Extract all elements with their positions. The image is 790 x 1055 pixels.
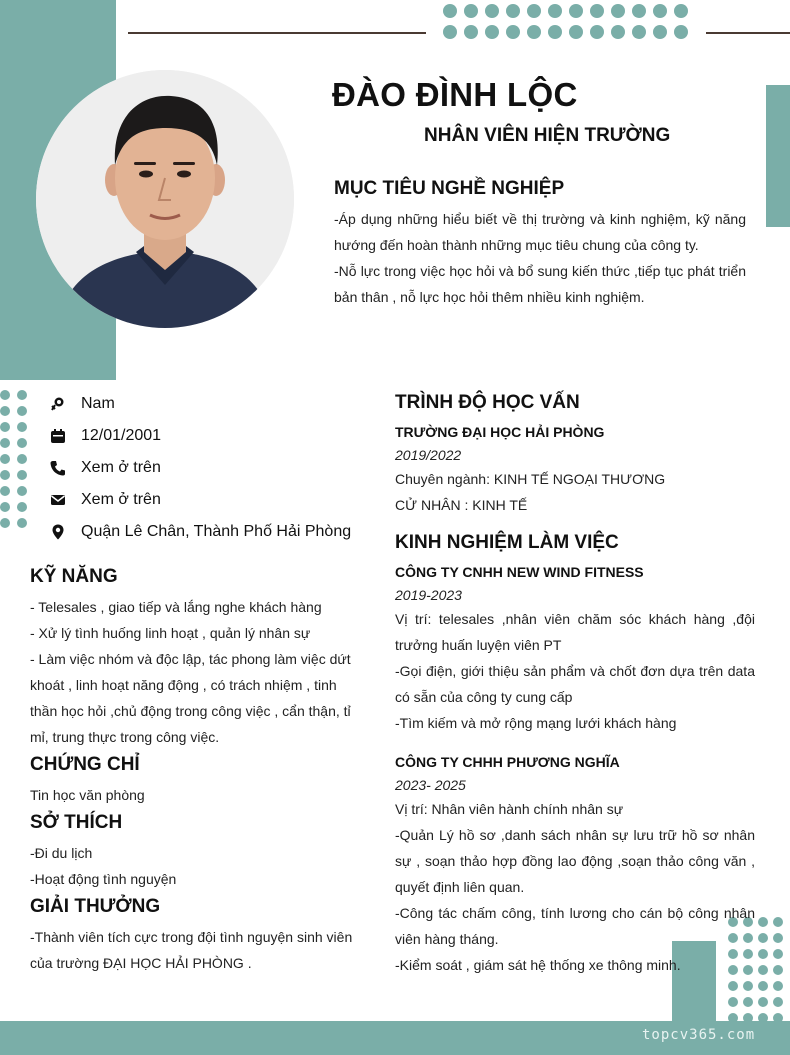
avatar-portrait [36, 70, 294, 328]
job-detail: -Công tác chấm công, tính lương cho cán bộ công nhân viên hàng tháng. [395, 905, 755, 947]
decor-dot [0, 422, 10, 432]
decor-dot [773, 917, 783, 927]
decor-dot [569, 25, 583, 39]
decor-dot [773, 933, 783, 943]
contact-address [48, 516, 378, 548]
company-name: CÔNG TY CNHH NEW WIND FITNESS [395, 564, 644, 580]
education-heading: TRÌNH ĐỘ HỌC VẤN [395, 392, 580, 413]
phone-icon [48, 458, 68, 478]
decor-dot [758, 981, 768, 991]
decor-dot [0, 438, 10, 448]
contact-text: 12/01/2001 [81, 427, 162, 444]
education-detail: CỬ NHÂN : KINH TẾ [395, 497, 528, 513]
hobbies-heading: SỞ THÍCH [30, 812, 123, 833]
contact-birthday [48, 420, 378, 452]
right-column [395, 392, 755, 978]
header-line-left [128, 32, 426, 34]
contact-text: Nam [81, 395, 115, 412]
decor-dot [758, 1013, 768, 1023]
skill-item: - Xử lý tình huống linh hoạt , quản lý nhân sự [30, 625, 311, 641]
skills-section [30, 566, 360, 750]
decor-dot [611, 4, 625, 18]
job-period: 2019-2023 [395, 587, 462, 603]
decor-dot [758, 917, 768, 927]
skills-heading: KỸ NĂNG [30, 566, 118, 587]
decor-dot [773, 981, 783, 991]
education-detail: Chuyên ngành: KINH TẾ NGOẠI THƯƠNG [395, 471, 666, 487]
decor-dot [773, 997, 783, 1007]
decor-dot [674, 25, 688, 39]
decor-dot [0, 518, 10, 528]
decor-dot [464, 4, 478, 18]
education-period: 2019/2022 [395, 447, 462, 463]
candidate-name: ĐÀO ĐÌNH LỘC [332, 76, 578, 113]
contact-text: Xem ở trên [81, 459, 161, 476]
objective-line: -Nỗ lực trong việc học hỏi và bổ sung kiến thức ,tiếp tục phát triển bản thân , nỗ lực học hỏi thêm nhiều kinh nghiệm. [334, 263, 746, 305]
award-item: -Thành viên tích cực trong đội tình nguyện sinh viên của trường ĐẠI HỌC HẢI PHÒNG . [30, 929, 353, 971]
decor-dot [17, 518, 27, 528]
awards-section [30, 896, 360, 976]
decor-dot [632, 25, 646, 39]
awards-heading: GIẢI THƯỞNG [30, 896, 161, 917]
location-pin-icon [48, 522, 68, 542]
decor-dot [728, 981, 738, 991]
avatar [36, 70, 294, 328]
decor-dot [464, 25, 478, 39]
decor-dot [743, 981, 753, 991]
calendar-icon [48, 426, 68, 446]
decor-dot [17, 406, 27, 416]
hobby-item: -Hoạt động tình nguyện [30, 871, 177, 887]
skill-item: - Làm việc nhóm và độc lập, tác phong làm việc dứt khoát , linh hoạt năng động , có trách nhiệm , tinh thần học hỏi ,chủ động trong công việc , cẩn thận, tỉ mỉ, trung thực trong công việc. [30, 651, 351, 745]
decor-dot [743, 997, 753, 1007]
decor-dot [17, 502, 27, 512]
decor-dot [773, 1013, 783, 1023]
decor-dot [506, 4, 520, 18]
decor-dot [17, 390, 27, 400]
contact-text: Quận Lê Chân, Thành Phố Hải Phòng [81, 523, 352, 540]
decor-dot [590, 25, 604, 39]
decor-dot [758, 965, 768, 975]
contact-gender [48, 388, 378, 420]
hobbies-section [30, 812, 360, 892]
job-period: 2023- 2025 [395, 777, 466, 793]
certificate-item: Tin học văn phòng [30, 787, 145, 803]
decor-dot [611, 25, 625, 39]
left-column [30, 566, 360, 980]
hobby-item: -Đi du lịch [30, 845, 93, 861]
certificates-section [30, 754, 360, 808]
job-entry [395, 560, 755, 736]
decor-dot [728, 1013, 738, 1023]
site-watermark: topcv365.com [642, 1027, 756, 1043]
dot-pattern-top [443, 4, 688, 39]
decor-dot [653, 25, 667, 39]
objective-section [334, 178, 746, 310]
decor-dot [506, 25, 520, 39]
decor-dot [17, 470, 27, 480]
decor-dot [632, 4, 646, 18]
decor-dot [0, 406, 10, 416]
decor-dot [674, 4, 688, 18]
email-icon [48, 490, 68, 510]
decor-dot [758, 933, 768, 943]
decor-dot [17, 486, 27, 496]
experience-section [395, 532, 755, 978]
decor-dot [590, 4, 604, 18]
decor-dot [0, 502, 10, 512]
decor-dot [443, 25, 457, 39]
contact-list [48, 388, 378, 548]
job-detail: Vị trí: telesales ,nhân viên chăm sóc khách hàng ,đội trưởng huấn luyện viên PT [395, 611, 755, 653]
decor-dot [548, 4, 562, 18]
decor-dot [758, 949, 768, 959]
job-detail: -Tìm kiếm và mở rộng mạng lưới khách hàng [395, 715, 677, 731]
decor-dot [0, 486, 10, 496]
education-section [395, 392, 755, 518]
decor-dot [548, 25, 562, 39]
decor-dot [569, 4, 583, 18]
contact-email [48, 484, 378, 516]
decor-dot [485, 25, 499, 39]
certificates-heading: CHỨNG CHỈ [30, 754, 140, 775]
decor-dot [0, 454, 10, 464]
decor-dot [17, 454, 27, 464]
decor-dot [17, 422, 27, 432]
skill-item: - Telesales , giao tiếp và lắng nghe khách hàng [30, 599, 322, 615]
decor-dot [485, 4, 499, 18]
header-line-right [706, 32, 790, 34]
decor-dot [743, 1013, 753, 1023]
experience-heading: KINH NGHIỆM LÀM VIỆC [395, 532, 619, 553]
job-entry [395, 750, 755, 978]
decor-dot [758, 997, 768, 1007]
decor-dot [728, 997, 738, 1007]
objective-line: -Áp dụng những hiểu biết về thị trường và kinh nghiệm, kỹ năng hướng đến hoàn thành những mục tiêu chung của công ty. [334, 211, 746, 253]
decor-dot [443, 4, 457, 18]
job-title: NHÂN VIÊN HIỆN TRƯỜNG [424, 125, 671, 146]
teal-bar-right [766, 85, 790, 227]
decor-dot [773, 949, 783, 959]
company-name: CÔNG TY CHHH PHƯƠNG NGHĨA [395, 754, 620, 770]
decor-dot [527, 4, 541, 18]
decor-dot [653, 4, 667, 18]
contact-text: Xem ở trên [81, 491, 161, 508]
job-detail: -Quản Lý hồ sơ ,danh sách nhân sự lưu trữ hồ sơ nhân sự , soạn thảo hợp đồng lao động ,soạn thảo công văn , quyết định liên quan. [395, 827, 755, 895]
job-detail: -Kiểm soát , giám sát hệ thống xe thông minh. [395, 957, 681, 973]
job-detail: Vị trí: Nhân viên hành chính nhân sự [395, 801, 624, 817]
decor-dot [773, 965, 783, 975]
decor-dot [17, 438, 27, 448]
job-detail: -Gọi điện, giới thiệu sản phẩm và chốt đơn dựa trên data có sẵn của công ty cung cấp [395, 663, 755, 705]
objective-heading: MỤC TIÊU NGHỀ NGHIỆP [334, 178, 565, 199]
gender-icon [48, 394, 68, 414]
decor-dot [0, 470, 10, 480]
decor-dot [0, 390, 10, 400]
decor-dot [527, 25, 541, 39]
contact-phone [48, 452, 378, 484]
dot-pattern-left [0, 390, 27, 528]
school-name: TRƯỜNG ĐẠI HỌC HẢI PHÒNG [395, 424, 605, 440]
